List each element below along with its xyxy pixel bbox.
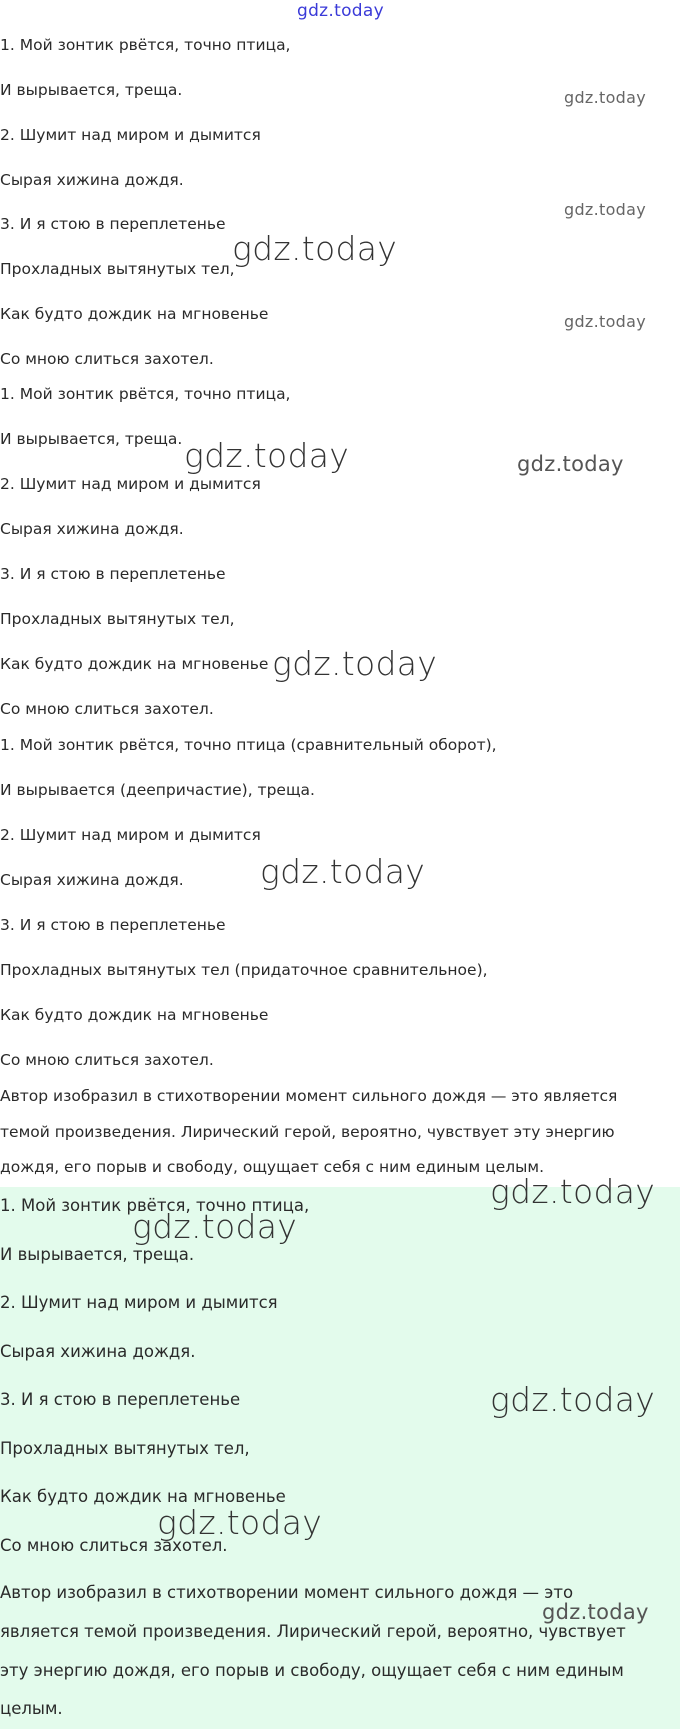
poem-line: Сырая хижина дождя.: [0, 1342, 196, 1361]
poem-line: Сырая хижина дождя.: [0, 520, 184, 538]
poem-line: Как будто дождик на мгновенье: [0, 305, 269, 323]
paragraph-line: Автор изобразил в стихотворении момент сильного дождя — это является: [0, 1087, 618, 1105]
watermark: gdz.today: [184, 436, 350, 475]
watermark: gdz.today: [157, 1503, 323, 1542]
poem-line: Со мною слиться захотел.: [0, 700, 214, 718]
poem-line: 1. Мой зонтик рвётся, точно птица,: [0, 36, 291, 54]
watermark: gdz.today: [272, 644, 438, 683]
watermark: gdz.today: [232, 229, 398, 268]
poem-line: И вырывается, треща.: [0, 1245, 195, 1264]
poem-line: 3. И я стою в переплетенье: [0, 916, 226, 934]
paragraph-line: является темой произведения. Лирический герой, вероятно, чувствует: [0, 1621, 626, 1641]
poem-line: Сырая хижина дождя.: [0, 871, 184, 889]
poem-line: Прохладных вытянутых тел (придаточное сравнительное),: [0, 961, 488, 979]
watermark: gdz.today: [260, 852, 426, 891]
paragraph-line: Автор изобразил в стихотворении момент сильного дождя — это: [0, 1583, 574, 1602]
poem-line: 1. Мой зонтик рвётся, точно птица (сравнительный оборот),: [0, 736, 497, 754]
paragraph-line: дождя, его порыв и свободу, ощущает себя с ним единым целым.: [0, 1158, 544, 1176]
watermark: gdz.today: [542, 1600, 649, 1624]
poem-line: 2. Шумит над миром и дымится: [0, 475, 261, 493]
watermark: gdz.today: [490, 1172, 656, 1211]
poem-line: 1. Мой зонтик рвётся, точно птица,: [0, 385, 291, 403]
poem-line: 1. Мой зонтик рвётся, точно птица,: [0, 1196, 310, 1215]
poem-line: 3. И я стою в переплетенье: [0, 565, 226, 583]
poem-line: 2. Шумит над миром и дымится: [0, 826, 261, 844]
poem-line: 3. И я стою в переплетенье: [0, 215, 226, 233]
paragraph-line: эту энергию дождя, его порыв и свободу, ощущает себя с ним единым: [0, 1660, 624, 1680]
poem-line: Со мною слиться захотел.: [0, 350, 214, 368]
analysis-paragraph: [0, 1079, 660, 1186]
poem-line: 2. Шумит над миром и дымится: [0, 1293, 278, 1312]
analysis-paragraph: [0, 1574, 660, 1729]
poem-line: Как будто дождик на мгновенье: [0, 1487, 286, 1506]
poem-line: Прохладных вытянутых тел,: [0, 610, 235, 628]
watermark: gdz.today: [564, 88, 646, 107]
watermark: gdz.today: [132, 1207, 298, 1246]
poem-line: И вырывается (деепричастие), треща.: [0, 781, 315, 799]
poem-line: 2. Шумит над миром и дымится: [0, 126, 261, 144]
poem-line: И вырывается, треща.: [0, 430, 183, 448]
poem-line: Прохладных вытянутых тел,: [0, 260, 235, 278]
poem-line: Со мною слиться захотел.: [0, 1051, 214, 1069]
poem-line: Прохладных вытянутых тел,: [0, 1439, 250, 1458]
poem-line: Как будто дождик на мгновенье: [0, 1006, 269, 1024]
poem-line: Со мною слиться захотел.: [0, 1536, 228, 1555]
watermark-header: gdz.today: [297, 1, 384, 21]
watermark: gdz.today: [564, 312, 646, 331]
poem-line: 3. И я стою в переплетенье: [0, 1390, 241, 1409]
watermark: gdz.today: [490, 1380, 656, 1419]
watermark: gdz.today: [564, 200, 646, 219]
paragraph-line: темой произведения. Лирический герой, вероятно, чувствует эту энергию: [0, 1122, 615, 1141]
poem-line: Сырая хижина дождя.: [0, 171, 184, 189]
poem-line: И вырывается, треща.: [0, 81, 183, 99]
watermark: gdz.today: [517, 452, 624, 476]
poem-line: Как будто дождик на мгновенье: [0, 655, 269, 673]
paragraph-line: целым.: [0, 1699, 63, 1719]
